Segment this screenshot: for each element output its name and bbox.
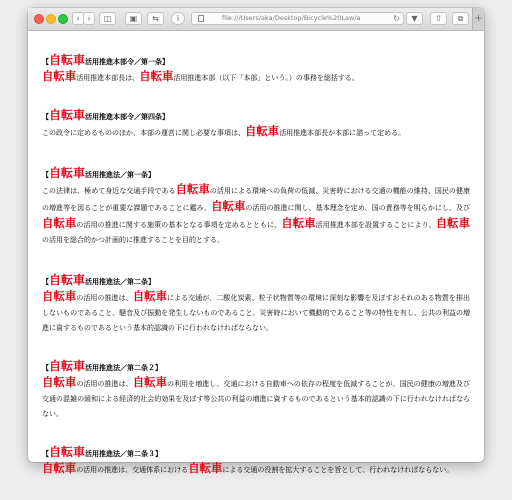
article-body	[42, 289, 470, 337]
browser-toolbar	[28, 8, 484, 31]
article	[42, 445, 470, 478]
page-content	[28, 31, 484, 475]
heading-keyword: 自転車	[49, 358, 86, 373]
article-heading	[42, 273, 470, 289]
body-text: 活用推進本部（以下「本部」という。）の事務を総括する。	[173, 74, 359, 82]
close-window-button[interactable]	[34, 14, 44, 24]
article-body	[42, 461, 470, 478]
heading-text: 【	[42, 276, 49, 286]
keyword-highlight: 自転車	[42, 69, 77, 83]
keyword-highlight: 自転車	[245, 124, 280, 139]
keyword-highlight: 自転車	[42, 288, 77, 303]
browser-window	[28, 8, 484, 475]
heading-text: 活用推進法／第二条２】	[85, 362, 163, 372]
heading-text: 【	[42, 112, 49, 122]
keyword-highlight: 自転車	[175, 181, 210, 196]
article	[42, 166, 470, 249]
article-heading	[42, 108, 470, 124]
keyword-highlight: 自転車	[42, 216, 77, 231]
body-text: による交通が、二酸化炭素、粒子状物質等の環境に深刻な影響を及ぼすおそれのある物質を排出しないものであること、騒音及び振動を発生しないものであること、災害時において機動的であること等の特性を有し、公共の利益の増進に資するものであるという基本的認識の下に行われなければならない。	[42, 293, 470, 333]
share-icon[interactable]: ⇧	[430, 12, 447, 25]
article-body	[42, 182, 470, 249]
keyword-highlight: 自転車	[42, 460, 77, 475]
body-text: 活用推進本部を設置することにより、	[315, 221, 436, 230]
heading-keyword: 自転車	[49, 108, 86, 123]
zoom-window-button[interactable]	[58, 14, 68, 24]
body-text: この政令に定めるもののほか、本部の運営に関し必要な事項は、	[42, 129, 245, 138]
body-text: の活用の推進は、	[76, 379, 133, 388]
heading-keyword: 自転車	[49, 444, 86, 459]
heading-text: 活用推進法／第二条３】	[85, 448, 163, 458]
tabs-overview-icon[interactable]: ⧉	[452, 12, 469, 25]
article-body	[42, 69, 470, 86]
keyword-highlight: 自転車	[211, 198, 246, 213]
heading-text: 活用推進法／第一条】	[85, 169, 156, 179]
article	[42, 359, 470, 423]
keyword-highlight: 自転車	[42, 374, 77, 389]
address-bar[interactable]	[191, 12, 404, 25]
body-text: 活用推進本部長が本部に諮って定める。	[279, 129, 406, 138]
page-icon	[198, 15, 204, 22]
heading-keyword: 自転車	[49, 53, 86, 67]
heading-keyword: 自転車	[49, 272, 86, 287]
body-text: 活用推進本部長は、	[76, 74, 140, 82]
article-heading	[42, 53, 470, 69]
heading-text: 活用推進本部令／第四条】	[85, 112, 170, 122]
back-icon[interactable]: ‹	[72, 12, 84, 25]
article	[42, 108, 470, 141]
address-url: file:///Users/aka/Desktop/Bicycle%20Law/a	[222, 14, 361, 22]
heading-keyword: 自転車	[49, 165, 86, 180]
heading-text: 【	[42, 57, 49, 66]
forward-icon[interactable]: ›	[83, 12, 95, 25]
new-tab-button[interactable]: +	[472, 8, 484, 30]
article-heading	[42, 359, 470, 375]
article-heading	[42, 445, 470, 461]
keyword-highlight: 自転車	[188, 460, 223, 475]
heading-text: 【	[42, 169, 49, 179]
article-heading	[42, 166, 470, 182]
article-body	[42, 124, 470, 141]
keyword-highlight: 自転車	[281, 216, 316, 231]
heading-text: 【	[42, 362, 49, 372]
keyword-highlight: 自転車	[132, 288, 168, 303]
heading-text: 活用推進本部令／第一条】	[85, 57, 170, 66]
reload-icon[interactable]: ↻	[393, 14, 400, 23]
body-text: の活用による環境への負荷の低減、災害時における交通の機能の維持、国民の健康の増進等を図ることが重要な課題であることに鑑み、	[42, 186, 470, 212]
body-text: の活用の推進に関する施策の基本となる事項を定めるとともに、	[76, 221, 282, 230]
translate-icon[interactable]: ⇆	[147, 12, 164, 25]
keyword-highlight: 自転車	[139, 69, 174, 83]
body-text: この法律は、極めて身近な交通手段である	[42, 186, 176, 195]
article	[42, 53, 470, 86]
keyword-highlight: 自転車	[132, 374, 168, 389]
download-icon[interactable]: ▼	[406, 12, 423, 25]
body-text: による交通の役割を拡大することを旨として、行われなければならない。	[222, 465, 454, 474]
body-text: の利用を増進し、交通における自動車への依存の程度を低減することが、国民の健康の増進及び交通の混雑の緩和による経済的社会的効果を及ぼす等公共の利益の増進に資するものであるという基本的認識の下に行われなければならない。	[42, 379, 470, 419]
article	[42, 273, 470, 337]
body-text: の活用を総合的かつ計画的に推進することを目的とする。	[42, 236, 224, 245]
heading-text: 【	[42, 448, 49, 458]
extension-icon[interactable]: ▣	[125, 12, 142, 25]
body-text: の活用の推進は、交通体系における	[76, 465, 189, 474]
body-text: の活用の推進に関し、基本理念を定め、国の責務等を明らかにし、及び	[245, 203, 470, 212]
minimize-window-button[interactable]	[46, 14, 56, 24]
sidebar-icon[interactable]: ◫	[99, 12, 116, 25]
body-text: の活用の推進は、	[76, 293, 133, 302]
heading-text: 活用推進法／第二条】	[85, 276, 156, 286]
article-body	[42, 375, 470, 423]
keyword-highlight: 自転車	[435, 216, 471, 231]
info-icon[interactable]: i	[171, 12, 185, 25]
